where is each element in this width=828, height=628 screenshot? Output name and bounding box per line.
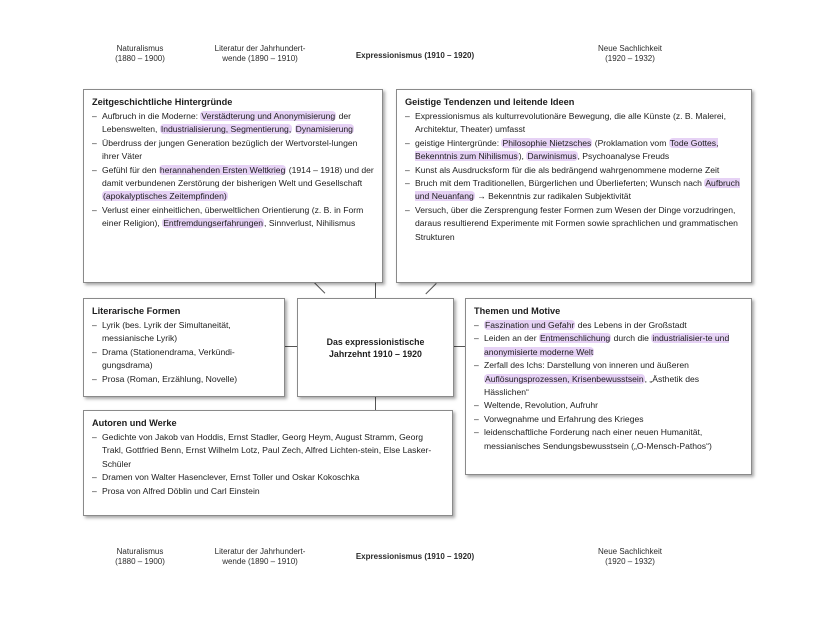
- list-item: – Aufbruch in die Moderne: Verstädterung und Anonymisierung der Lebenswelten, Industrialisierung, Segmentierung, Dynamisierung: [92, 110, 374, 137]
- timeline-top-sachlichkeit: [580, 44, 680, 64]
- list-item: – Dramen von Walter Hasenclever, Ernst Toller und Oskar Kokoschka: [92, 471, 444, 484]
- center-title-line: Das expressionistische: [326, 336, 425, 347]
- timeline-label: Literatur der Jahrhundert-: [214, 44, 306, 53]
- timeline-label: Naturalismus: [116, 44, 164, 53]
- timeline-top-literatur: [200, 44, 320, 64]
- timeline-label: Literatur der Jahrhundert-: [214, 547, 306, 556]
- connector-top-right: [425, 283, 436, 294]
- list-item: – Verlust einer einheitlichen, überweltlichen Orientierung (z. B. in Form einer Religion), Entfremdungserfahrungen, Sinnverlust, Nihilismus: [92, 204, 374, 231]
- timeline-label: Neue Sachlichkeit: [597, 44, 663, 53]
- box-title: Geistige Tendenzen und leitende Ideen: [405, 97, 575, 107]
- connector-top-left: [314, 282, 325, 293]
- list-item: – Prosa von Alfred Döblin und Carl Einstein: [92, 485, 444, 498]
- timeline-years: wende (1890 – 1910): [222, 54, 298, 63]
- list-item: – Zerfall des Ichs: Darstellung von inneren und äußeren Auflösungsprozessen, Krisenbewusstsein, „Ästhetik des Hässlichen“: [474, 359, 743, 399]
- list-item: – Drama (Stationendrama, Verkündi-gungsdrama): [92, 346, 276, 373]
- timeline-label-current: Expressionismus (1910 – 1920): [355, 51, 475, 60]
- list-item: – leidenschaftliche Forderung nach einer neuen Humanität, messianisches Sendungsbewusstsein („O-Mensch-Pathos“): [474, 426, 743, 453]
- list-item: – Versuch, über die Zersprengung fester Formen zum Wesen der Dinge vorzudringen, daraus resultierend Experimente mit Formen sowie sprachlichen und grammatischen Strukturen: [405, 204, 743, 244]
- timeline-years: (1880 – 1900): [115, 557, 165, 566]
- list-item: – geistige Hintergründe: Philosophie Nietzsches (Proklamation vom Tode Gottes, Bekenntnis zum Nihilismus), Darwinismus, Psychoanalyse Freuds: [405, 137, 743, 164]
- list-item: – Vorwegnahme und Erfahrung des Krieges: [474, 413, 743, 426]
- list-item: – Gedichte von Jakob van Hoddis, Ernst Stadler, Georg Heym, August Stramm, Georg Trakl, Gottfried Benn, Ernst Wilhelm Lotz, Paul Zech, Alfred Lichten-stein, Else Lasker-Schüler: [92, 431, 444, 471]
- box-title: Literarische Formen: [92, 306, 181, 316]
- box-title: Zeitgeschichtliche Hintergründe: [92, 97, 233, 107]
- list-item: – Lyrik (bes. Lyrik der Simultaneität, messianische Lyrik): [92, 319, 276, 346]
- box-geistige-tendenzen: [396, 89, 752, 283]
- list-item: – Bruch mit dem Traditionellen, Bürgerlichen und Überlieferten; Wunsch nach Aufbruch und Neuanfang → Bekenntnis zur radikalen Subjektivität: [405, 177, 743, 204]
- box-literarische-formen: [83, 298, 285, 397]
- list-item: – Leiden an der Entmenschlichung durch die industrialisier-te und anonymisierte moderne Welt: [474, 332, 743, 359]
- list-item: – Weltende, Revolution, Aufruhr: [474, 399, 743, 412]
- box-title: Themen und Motive: [474, 306, 561, 316]
- timeline-label: Naturalismus: [116, 547, 164, 556]
- box-themen-motive: [465, 298, 752, 475]
- timeline-label-current: Expressionismus (1910 – 1920): [355, 552, 475, 561]
- timeline-bottom-sachlichkeit: [580, 547, 680, 567]
- list-item: – Prosa (Roman, Erzählung, Novelle): [92, 373, 276, 386]
- list-item: – Faszination und Gefahr des Lebens in der Großstadt: [474, 319, 743, 332]
- list-item: – Expressionismus als kulturrevolutionäre Bewegung, die alle Künste (z. B. Malerei, Architektur, Theater) umfasst: [405, 110, 743, 137]
- timeline-years: (1880 – 1900): [115, 54, 165, 63]
- list-item: – Gefühl für den herannahenden Ersten Weltkrieg (1914 – 1918) und der damit verbundenen Zerstörung der bisherigen Welt und Gesellschaft (apokalyptisches Zeitempfinden): [92, 164, 374, 204]
- timeline-bottom-naturalismus: [100, 547, 180, 567]
- list-item: – Kunst als Ausdrucksform für die als bedrängend wahrgenommene moderne Zeit: [405, 164, 743, 177]
- list-item: – Überdruss der jungen Generation bezüglich der Wertvorstel-lungen ihrer Väter: [92, 137, 374, 164]
- timeline-years: wende (1890 – 1910): [222, 557, 298, 566]
- timeline-top-naturalismus: [100, 44, 180, 64]
- box-autoren-werke: [83, 410, 453, 516]
- timeline-years: (1920 – 1932): [605, 54, 655, 63]
- timeline-label: Neue Sachlichkeit: [597, 547, 663, 556]
- timeline-bottom-literatur: [200, 547, 320, 567]
- box-zeitgeschichte: [83, 89, 383, 283]
- center-title-line: Jahrzehnt 1910 – 1920: [329, 348, 422, 359]
- center-topic-box: [297, 298, 454, 397]
- timeline-top-expressionismus: [340, 51, 490, 61]
- timeline-bottom-expressionismus: [340, 552, 490, 562]
- box-title: Autoren und Werke: [92, 418, 177, 428]
- timeline-years: (1920 – 1932): [605, 557, 655, 566]
